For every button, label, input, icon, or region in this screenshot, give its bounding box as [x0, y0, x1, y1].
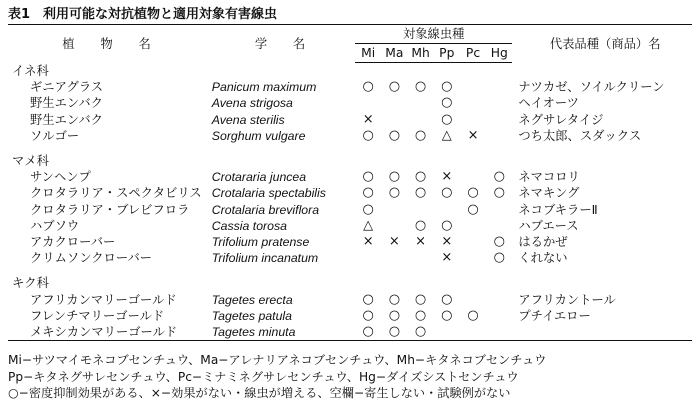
group-name: マメ科	[12, 154, 49, 169]
effect-mark-ma: ○	[388, 185, 401, 201]
scientific-name: Avena sterilis	[211, 112, 285, 127]
table-row	[8, 308, 692, 324]
effect-mark-mi	[355, 250, 381, 266]
product-name	[512, 324, 692, 341]
effect-mark-hg	[486, 324, 512, 341]
effect-mark-pp: ○	[441, 95, 453, 111]
table-caption: 表1 利用可能な対抗植物と適用対象有害線虫	[8, 7, 278, 22]
note-line: Pp−キタネグサレセンチュウ、Pc−ミナミネグサレセンチュウ、Hg−ダイズシストセンチュウ	[8, 369, 519, 384]
scientific-name: Crotalaria breviflora	[211, 202, 320, 217]
header-nematode-mi: Mi	[355, 44, 381, 63]
effect-mark-ma: ○	[388, 291, 401, 307]
header-scientific: 学 名	[212, 25, 355, 63]
effect-mark-pp: ×	[441, 250, 453, 266]
group-name: キク科	[12, 276, 49, 291]
effect-mark-mh: ○	[414, 291, 427, 307]
effect-mark-hg: ○	[493, 234, 505, 250]
effect-mark-ma	[381, 95, 407, 111]
scientific-name: Tagetes minuta	[212, 324, 355, 341]
effect-mark-ma	[381, 202, 407, 218]
scientific-name: Trifolium pratense	[211, 235, 310, 250]
effect-mark-ma	[381, 112, 407, 128]
effect-mark-mh	[407, 250, 433, 266]
header-nematode-group: 対象線虫種	[355, 25, 512, 44]
effect-mark-mi: ○	[355, 324, 381, 341]
scientific-name: Trifolium incanatum	[211, 251, 319, 266]
effect-mark-hg: ○	[493, 185, 505, 201]
effect-mark-ma: ×	[388, 234, 400, 250]
effect-mark-hg	[486, 218, 512, 234]
effect-mark-mh	[407, 95, 433, 111]
table-row	[8, 218, 692, 234]
effect-mark-ma: ○	[388, 79, 401, 95]
table-row	[8, 169, 692, 185]
plant-name: ギニアグラス	[30, 80, 104, 95]
effect-mark-pc: ○	[467, 201, 479, 217]
header-nematode-mh: Mh	[407, 44, 433, 63]
product-name: ネマコロリ	[518, 170, 580, 185]
effect-mark-pp: ×	[441, 169, 453, 185]
effect-mark-mh: ○	[414, 79, 427, 95]
product-name: ナツカゼ、ソイルクリーン	[518, 80, 665, 95]
scientific-name: Crotalaria spectabilis	[211, 186, 326, 201]
note-line: ○−密度抑制効果がある、×−効果がない・線虫が増える、空欄−寄生しない・試験例がない	[8, 386, 511, 400]
header-nematode-ma: Ma	[381, 44, 407, 63]
note-line: Mi−サツマイモネコブセンチュウ、Ma−アレナリアネコブセンチュウ、Mh−キタネコブセンチュウ	[8, 353, 547, 367]
effect-mark-mh	[407, 202, 433, 218]
effect-mark-mh	[407, 112, 433, 128]
effect-mark-pc	[460, 95, 486, 111]
table-row	[8, 112, 692, 128]
effect-mark-mi: ○	[362, 185, 374, 201]
plant-name: アフリカンマリーゴールド	[30, 292, 177, 307]
header-product: 代表品種（商品）名	[512, 25, 692, 63]
plant-name: 野生エンバク	[30, 96, 103, 111]
group-row	[8, 153, 692, 169]
effect-mark-hg	[486, 202, 512, 218]
effect-mark-ma: ○	[388, 307, 401, 323]
effect-mark-ma: ○	[381, 324, 407, 341]
effect-mark-pc	[460, 250, 486, 266]
effect-mark-pc	[460, 169, 486, 185]
effect-mark-pp: ○	[441, 185, 453, 201]
plant-name: クロタラリア・ブレビフロラ	[30, 202, 190, 217]
product-name: ヘイオーツ	[518, 96, 579, 111]
scientific-name: Tagetes erecta	[211, 292, 293, 307]
effect-mark-hg: ○	[493, 250, 505, 266]
group-name: イネ科	[12, 64, 49, 78]
group-row	[8, 63, 692, 80]
scientific-name: Avena strigosa	[211, 96, 293, 111]
effect-mark-pp	[434, 324, 460, 341]
scientific-name: Cassia torosa	[211, 218, 287, 233]
effect-mark-ma	[381, 218, 407, 234]
group-row	[8, 275, 692, 291]
effect-mark-pc: ×	[467, 127, 479, 143]
plant-name: アカクローバー	[30, 235, 116, 250]
header-plant: 植 物 名	[8, 25, 212, 63]
group-spacer	[8, 144, 692, 153]
product-name: はるかぜ	[518, 235, 568, 250]
effect-mark-pp: ×	[441, 234, 453, 250]
effect-mark-pp: ○	[441, 307, 453, 323]
effect-mark-pc	[460, 79, 486, 95]
table-row	[8, 250, 692, 266]
effect-mark-mh: ○	[414, 307, 427, 323]
effect-mark-mi: ○	[362, 169, 374, 185]
product-name: ネコブキラーⅡ	[518, 202, 598, 217]
table-row	[8, 234, 692, 250]
scientific-name: Crotararia juncea	[211, 170, 307, 185]
group-spacer	[8, 266, 692, 275]
effect-mark-hg	[486, 79, 512, 95]
effect-mark-mh: ○	[407, 324, 433, 341]
product-name: ネグサレタイジ	[518, 112, 604, 127]
header-nematode-hg: Hg	[486, 44, 512, 63]
effect-mark-mi: ×	[362, 111, 374, 127]
effect-mark-mi: ○	[362, 79, 374, 95]
effect-mark-mi: ×	[362, 234, 374, 250]
product-name: プチイエロー	[518, 308, 591, 323]
table-row	[8, 292, 692, 308]
effect-mark-mh: ○	[414, 169, 427, 185]
product-name: ネマキング	[518, 186, 580, 201]
effect-mark-hg	[486, 112, 512, 128]
table-row	[8, 128, 692, 144]
plant-name: ソルゴー	[30, 128, 80, 143]
nematode-table	[8, 24, 692, 341]
effect-mark-pp: ○	[441, 111, 453, 127]
effect-mark-mi: △	[363, 217, 374, 233]
table-row	[8, 79, 692, 95]
effect-mark-pc	[460, 112, 486, 128]
table-row	[8, 95, 692, 111]
plant-name: クロタラリア・スペクタビリス	[30, 186, 202, 201]
scientific-name: Tagetes patula	[211, 308, 293, 323]
effect-mark-pp	[434, 202, 460, 218]
effect-mark-hg	[486, 292, 512, 308]
effect-mark-mi: ○	[362, 307, 374, 323]
table-row	[8, 185, 692, 201]
effect-mark-pp: ○	[441, 217, 453, 233]
effect-mark-pc: ○	[467, 307, 479, 323]
effect-mark-ma: ○	[388, 169, 401, 185]
product-name: つち太郎、スダックス	[518, 128, 642, 143]
effect-mark-ma: ○	[388, 127, 401, 143]
header-nematode-pp: Pp	[434, 44, 460, 63]
plant-name: クリムソンクローバー	[30, 251, 153, 266]
scientific-name: Sorghum vulgare	[211, 128, 306, 143]
effect-mark-pc	[460, 218, 486, 234]
effect-mark-mh: ○	[414, 127, 427, 143]
effect-mark-mh: ○	[414, 185, 427, 201]
header-nematode-pc: Pc	[460, 44, 486, 63]
effect-mark-hg	[486, 95, 512, 111]
effect-mark-mi	[355, 95, 381, 111]
effect-mark-pc	[460, 292, 486, 308]
product-name: アフリカントール	[518, 292, 616, 307]
plant-name: フレンチマリーゴールド	[30, 308, 165, 323]
effect-mark-pp: ○	[441, 79, 453, 95]
plant-name: ハブソウ	[30, 218, 80, 233]
plant-name: メキシカンマリーゴールド	[8, 324, 212, 341]
plant-name: サンヘンプ	[30, 170, 91, 185]
effect-mark-hg	[486, 128, 512, 144]
effect-mark-pc	[460, 324, 486, 341]
effect-mark-hg	[486, 308, 512, 324]
effect-mark-mh: ×	[415, 234, 427, 250]
legend-notes	[8, 352, 692, 402]
effect-mark-pp: △	[441, 127, 452, 143]
effect-mark-hg: ○	[493, 169, 505, 185]
effect-mark-ma	[381, 250, 407, 266]
scientific-name: Panicum maximum	[211, 80, 317, 95]
effect-mark-mi: ○	[362, 291, 374, 307]
effect-mark-mi: ○	[362, 201, 374, 217]
effect-mark-mi: ○	[362, 127, 374, 143]
effect-mark-mh: ○	[414, 217, 427, 233]
effect-mark-pc: ○	[467, 185, 479, 201]
effect-mark-pc	[460, 234, 486, 250]
product-name: くれない	[518, 251, 568, 266]
table-row	[8, 324, 692, 341]
table-row	[8, 202, 692, 218]
product-name: ハブエース	[518, 218, 579, 233]
plant-name: 野生エンバク	[30, 112, 103, 127]
effect-mark-pp: ○	[441, 291, 453, 307]
